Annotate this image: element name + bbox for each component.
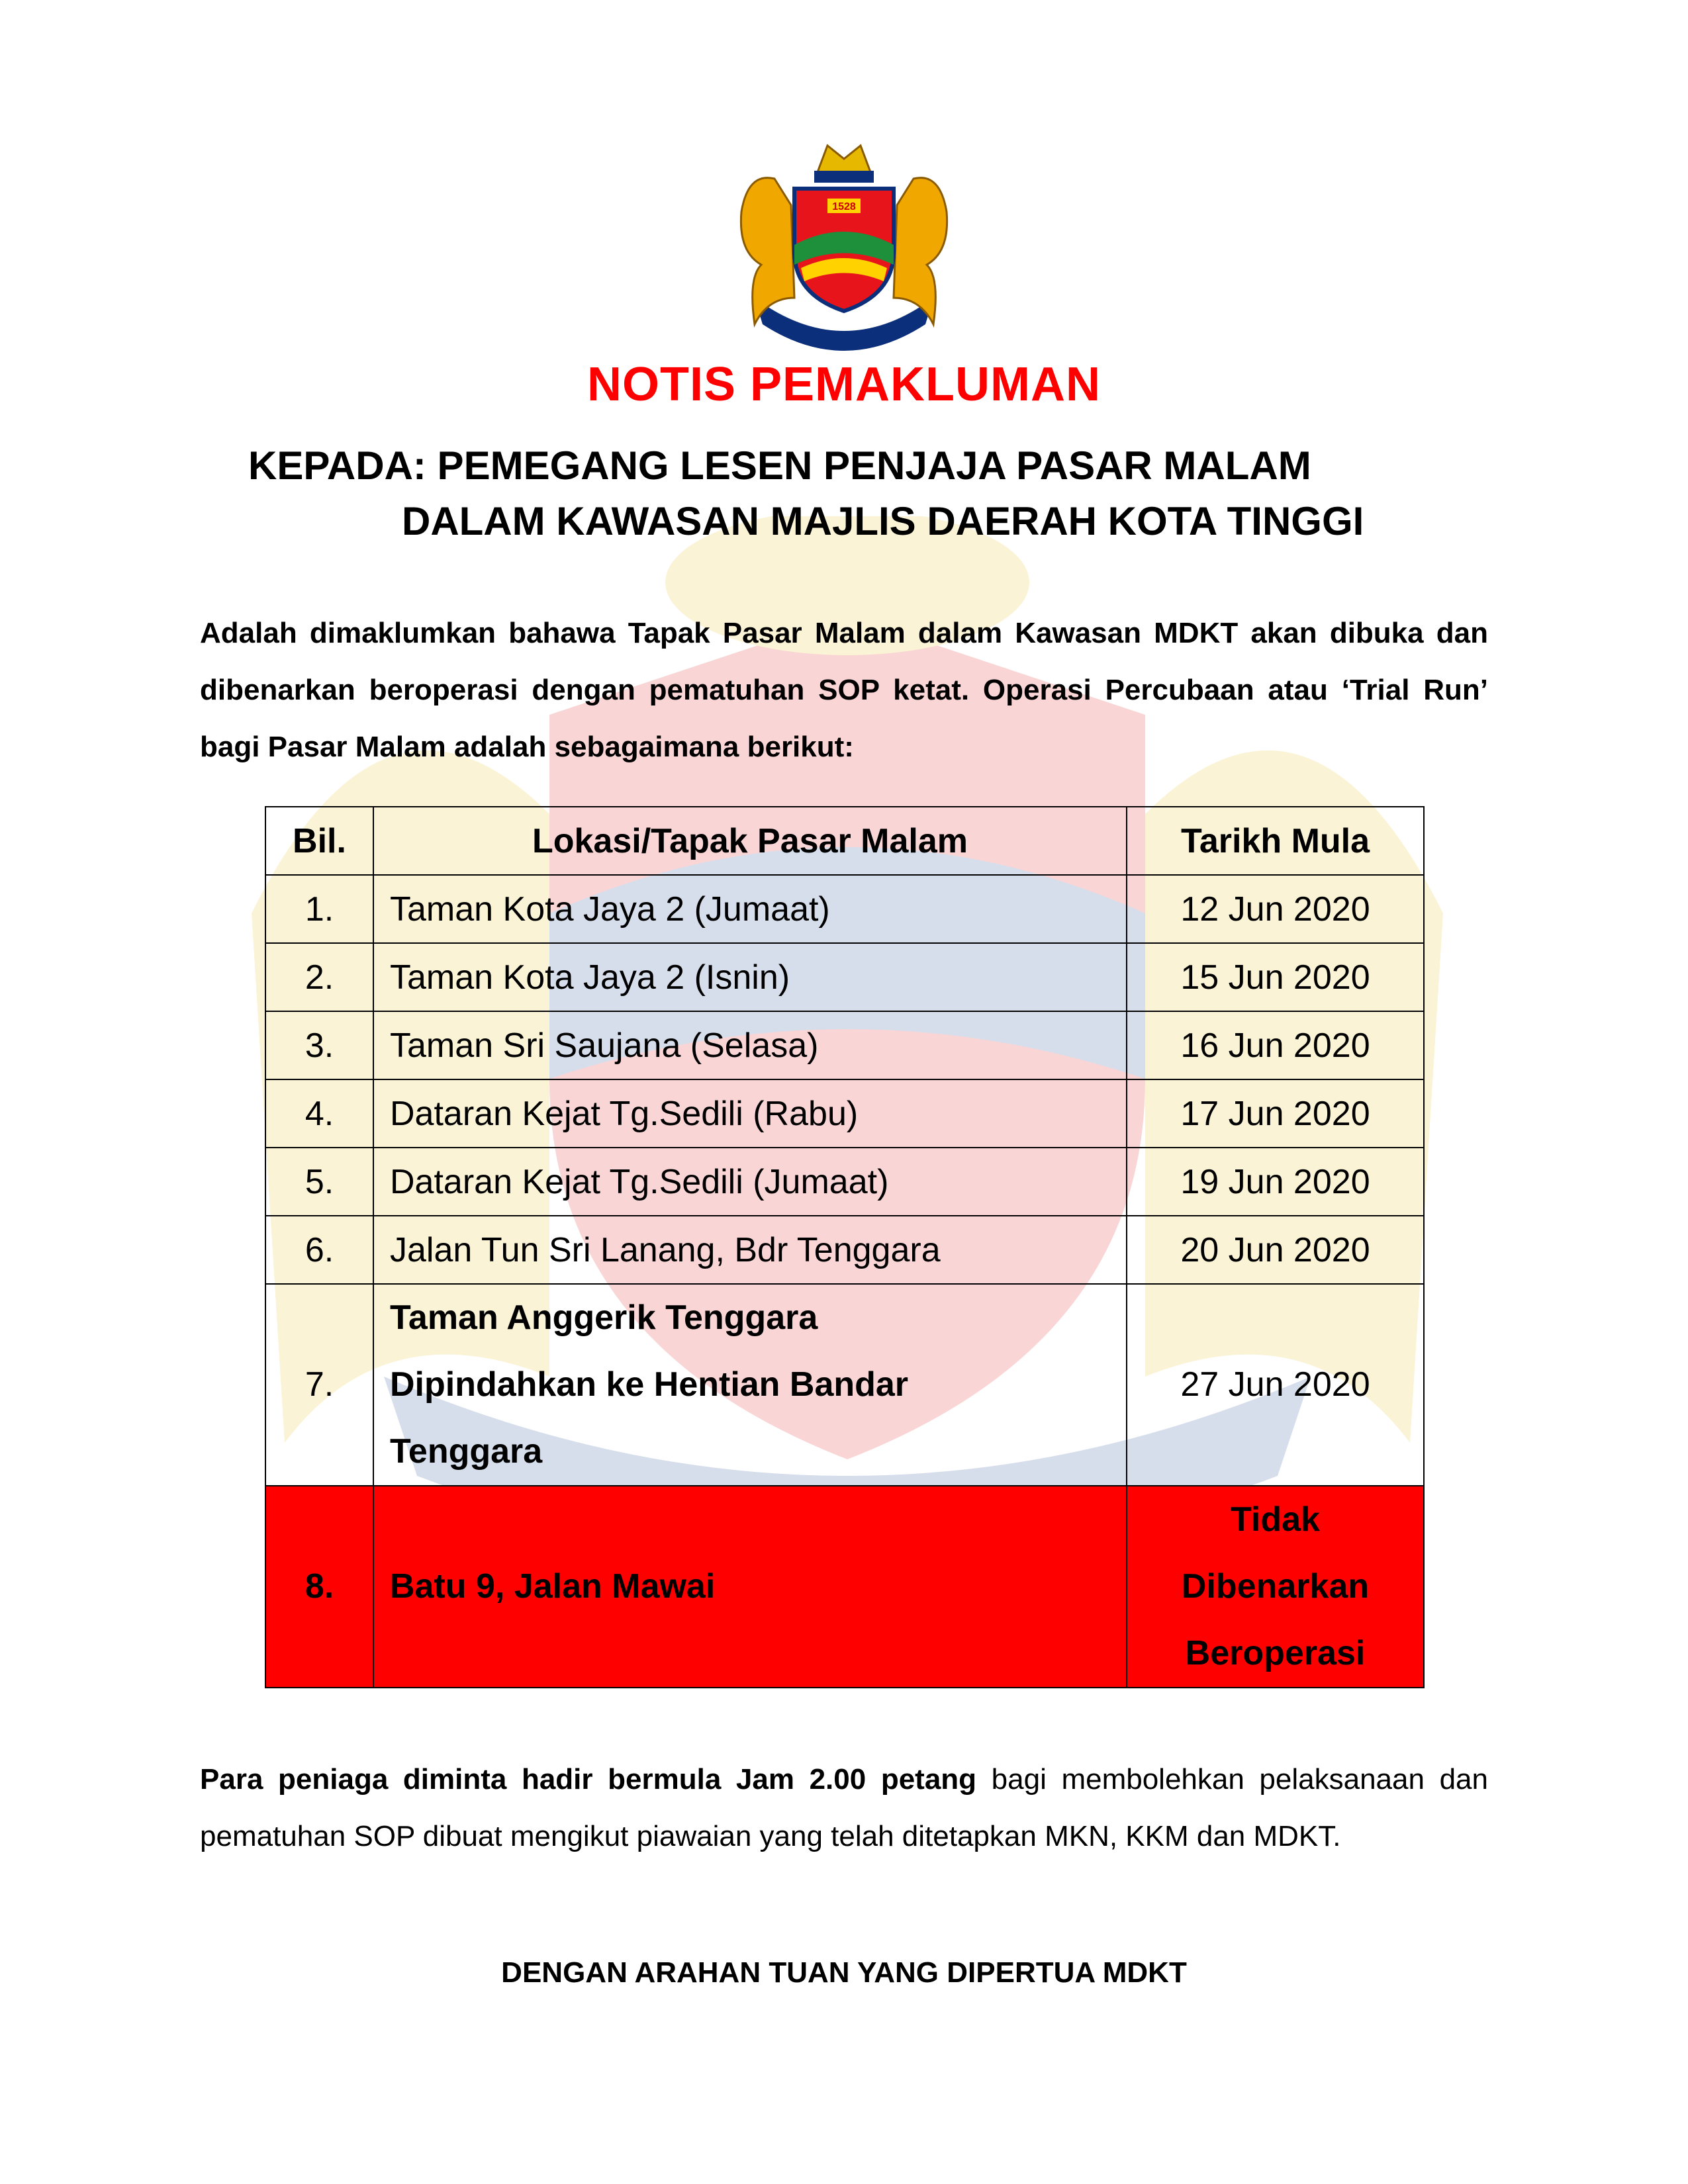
pasar-malam-schedule-table xyxy=(265,806,1425,1688)
row-status xyxy=(1127,1486,1424,1688)
row-no: 5. xyxy=(265,1148,373,1216)
table-row xyxy=(265,1216,1424,1284)
row-location: Batu 9, Jalan Mawai xyxy=(373,1486,1127,1688)
row-status-line: Dibenarkan xyxy=(1181,1567,1370,1606)
row-no: 4. xyxy=(265,1079,373,1148)
row-location: Taman Kota Jaya 2 (Isnin) xyxy=(373,943,1127,1011)
header-no: Bil. xyxy=(265,807,373,875)
table-row xyxy=(265,1284,1424,1486)
table-header-row xyxy=(265,807,1424,875)
mdkt-crest-logo xyxy=(728,132,960,357)
closing-text: bagi membolehkan pelaksanaan dan pematuhan SOP dibuat mengikut piawaian yang telah ditetapkan MKN, KKM dan MDKT. xyxy=(200,1763,1488,1852)
table-row xyxy=(265,943,1424,1011)
table-row xyxy=(265,875,1424,943)
header-location: Lokasi/Tapak Pasar Malam xyxy=(373,807,1127,875)
notice-title: NOTIS PEMAKLUMAN xyxy=(587,358,1101,411)
row-location: Dataran Kejat Tg.Sedili (Rabu) xyxy=(373,1079,1127,1148)
addressee-line-1: KEPADA: PEMEGANG LESEN PENJAJA PASAR MALAM xyxy=(248,443,1311,488)
row-location: Dataran Kejat Tg.Sedili (Jumaat) xyxy=(373,1148,1127,1216)
signoff-line: DENGAN ARAHAN TUAN YANG DIPERTUA MDKT xyxy=(501,1956,1187,1989)
row-location: Taman Sri Saujana (Selasa) xyxy=(373,1011,1127,1079)
row-date: 12 Jun 2020 xyxy=(1127,875,1424,943)
row-no: 7. xyxy=(265,1284,373,1486)
closing-bold-text: Para peniaga diminta hadir bermula Jam 2.00 petang xyxy=(200,1763,977,1796)
row-date: 15 Jun 2020 xyxy=(1127,943,1424,1011)
row-location: Jalan Tun Sri Lanang, Bdr Tenggara xyxy=(373,1216,1127,1284)
row-no: 2. xyxy=(265,943,373,1011)
row-location xyxy=(373,1284,1127,1486)
intro-paragraph: Adalah dimaklumkan bahawa Tapak Pasar Malam dalam Kawasan MDKT akan dibuka dan dibenarkan beroperasi dengan pematuhan SOP ketat. Operasi Percubaan atau ‘Trial Run’ bagi Pasar Malam adalah sebagaimana berikut: xyxy=(200,617,1488,763)
table-row xyxy=(265,1079,1424,1148)
row-location-line: Dipindahkan ke Hentian Bandar xyxy=(390,1365,909,1404)
row-no: 8. xyxy=(265,1486,373,1688)
row-no: 3. xyxy=(265,1011,373,1079)
row-no: 1. xyxy=(265,875,373,943)
addressee-line-2: DALAM KAWASAN MAJLIS DAERAH KOTA TINGGI xyxy=(402,499,1364,543)
row-date: 19 Jun 2020 xyxy=(1127,1148,1424,1216)
row-status-line: Beroperasi xyxy=(1185,1634,1366,1672)
row-date: 20 Jun 2020 xyxy=(1127,1216,1424,1284)
row-no: 6. xyxy=(265,1216,373,1284)
table-row xyxy=(265,1148,1424,1216)
row-location-line: Tenggara xyxy=(390,1432,543,1471)
addressee-block xyxy=(248,438,1506,549)
row-location-line: Taman Anggerik Tenggara xyxy=(390,1298,818,1337)
row-location: Taman Kota Jaya 2 (Jumaat) xyxy=(373,875,1127,943)
header-date: Tarikh Mula xyxy=(1127,807,1424,875)
row-date: 17 Jun 2020 xyxy=(1127,1079,1424,1148)
closing-paragraph xyxy=(200,1751,1488,1865)
table-row xyxy=(265,1011,1424,1079)
row-date: 27 Jun 2020 xyxy=(1127,1284,1424,1486)
crest-year: 1528 xyxy=(832,201,856,212)
row-date: 16 Jun 2020 xyxy=(1127,1011,1424,1079)
table-row-not-permitted xyxy=(265,1486,1424,1688)
row-status-line: Tidak xyxy=(1231,1500,1320,1539)
